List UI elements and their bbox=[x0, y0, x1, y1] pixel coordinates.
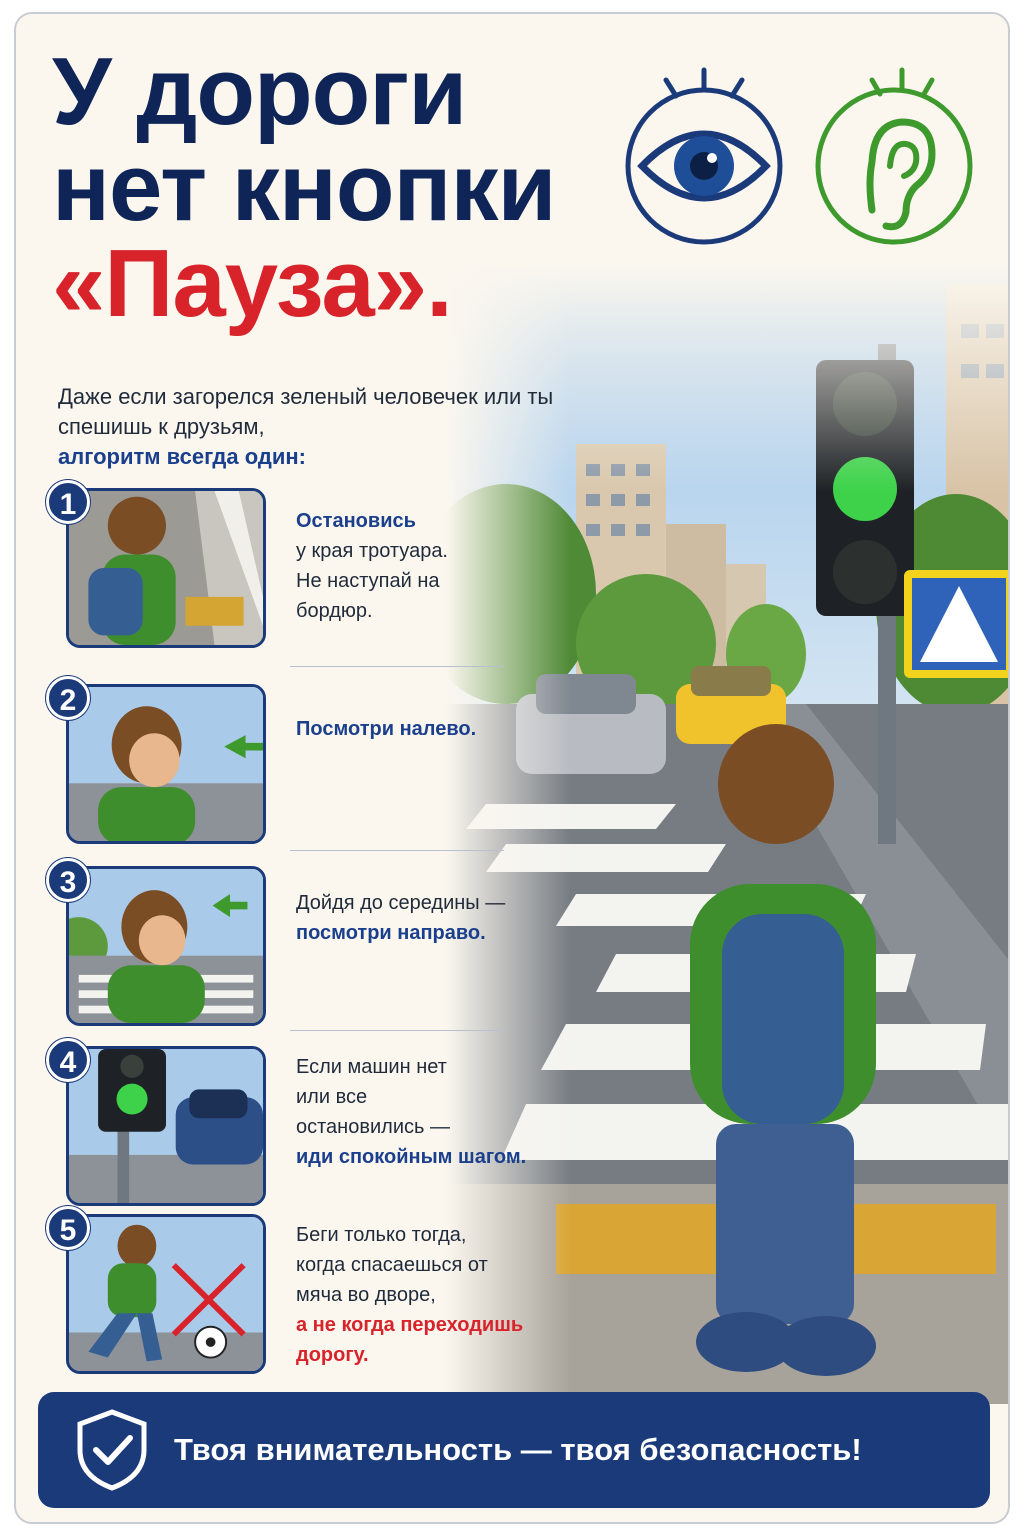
title-line-1: У дороги bbox=[52, 38, 467, 145]
title-line-3: «Пауза». bbox=[52, 230, 452, 337]
eye-icon bbox=[612, 62, 796, 246]
title-line-2: нет кнопки bbox=[52, 134, 556, 241]
shield-check-icon bbox=[74, 1408, 150, 1492]
step-5-bold: а не когда переходишь дорогу. bbox=[296, 1314, 524, 1366]
poster-title bbox=[52, 38, 622, 337]
step-3-text bbox=[296, 888, 556, 948]
divider bbox=[290, 1030, 504, 1031]
step-2-number: 2 bbox=[46, 676, 90, 720]
step-2-bold: Посмотри налево. bbox=[296, 718, 477, 740]
step-4-text bbox=[296, 1052, 556, 1172]
step-4-body: Если машин нет или все остановились — bbox=[296, 1056, 450, 1138]
step-4-number: 4 bbox=[46, 1038, 90, 1082]
step-4-bold: иди спокойным шагом. bbox=[296, 1146, 527, 1168]
divider bbox=[290, 850, 504, 851]
step-4 bbox=[46, 1046, 527, 1208]
step-2 bbox=[46, 684, 516, 846]
step-1-number: 1 bbox=[46, 480, 90, 524]
banner-text: Твоя внимательность — твоя безопасность! bbox=[174, 1432, 862, 1467]
step-1-bold: Остановись bbox=[296, 510, 416, 532]
ear-icon bbox=[802, 62, 986, 246]
poster bbox=[14, 12, 1010, 1524]
step-3 bbox=[46, 866, 516, 1028]
divider bbox=[290, 666, 504, 667]
step-3-body: Дойдя до середины — bbox=[296, 892, 506, 914]
intro-accent: алгоритм всегда один: bbox=[58, 444, 306, 469]
step-4-image bbox=[66, 1046, 266, 1206]
step-5 bbox=[46, 1214, 524, 1376]
step-5-text bbox=[296, 1220, 556, 1370]
step-2-text bbox=[296, 714, 556, 744]
intro-text bbox=[58, 382, 558, 472]
step-1-text bbox=[296, 506, 556, 626]
step-1 bbox=[46, 488, 516, 650]
step-3-number: 3 bbox=[46, 858, 90, 902]
intro-body: Даже если загорелся зеленый человечек или ты спешишь к друзьям, bbox=[58, 384, 554, 439]
step-2-image bbox=[66, 684, 266, 844]
step-3-image bbox=[66, 866, 266, 1026]
step-1-image bbox=[66, 488, 266, 648]
step-1-body: у края тротуара. Не наступай на бордюр. bbox=[296, 540, 448, 622]
step-5-image bbox=[66, 1214, 266, 1374]
safety-banner bbox=[38, 1392, 990, 1508]
step-5-number: 5 bbox=[46, 1206, 90, 1250]
step-5-body: Беги только тогда, когда спасаешься от мяча во дворе, bbox=[296, 1224, 488, 1306]
step-3-bold: посмотри направо. bbox=[296, 922, 486, 944]
